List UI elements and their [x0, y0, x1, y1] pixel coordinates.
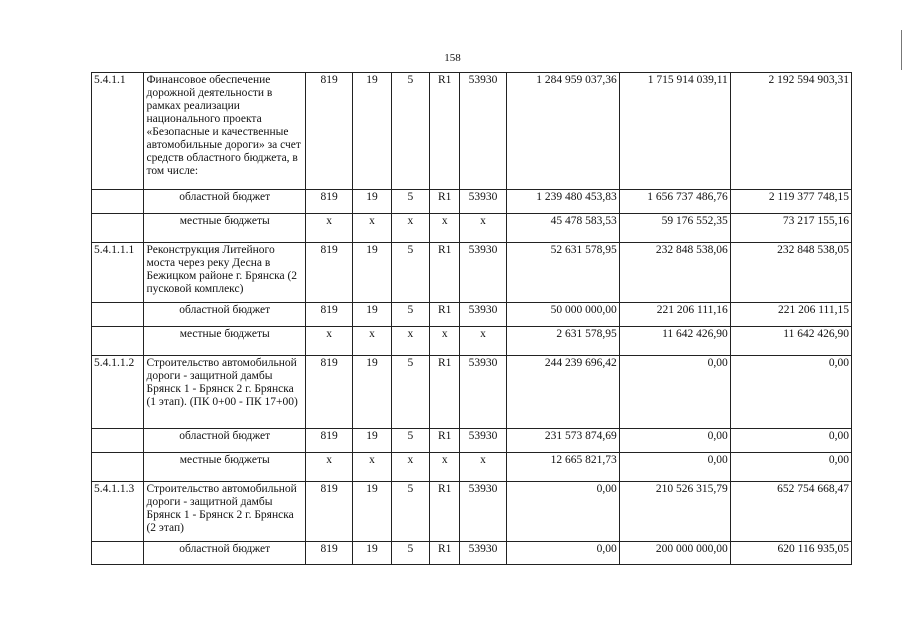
- cell-cs1: R1: [430, 190, 460, 214]
- cell-pr: 5: [391, 482, 429, 542]
- cell-rz: 19: [353, 243, 391, 303]
- cell-code: [92, 214, 144, 243]
- cell-cs2: x: [460, 327, 506, 356]
- cell-cs1: x: [430, 453, 460, 482]
- cell-name: Строительство автомобильной дороги - защитной дамбы Брянск 1 - Брянск 2 г. Брянска (2 этап): [144, 482, 305, 542]
- cell-name: областной бюджет: [144, 303, 305, 327]
- cell-y3: 0,00: [730, 356, 851, 429]
- cell-grbs: 819: [305, 243, 352, 303]
- table-row: [92, 453, 852, 482]
- cell-cs1: R1: [430, 542, 460, 565]
- cell-y2: 200 000 000,00: [619, 542, 730, 565]
- table-row: [92, 327, 852, 356]
- table-row: [92, 482, 852, 542]
- cell-code: [92, 303, 144, 327]
- budget-table: [91, 72, 852, 565]
- cell-cs2: x: [460, 453, 506, 482]
- cell-code: [92, 327, 144, 356]
- cell-code: 5.4.1.1: [92, 73, 144, 190]
- cell-y1: 50 000 000,00: [506, 303, 619, 327]
- cell-pr: 5: [391, 429, 429, 453]
- cell-rz: 19: [353, 542, 391, 565]
- cell-y2: 210 526 315,79: [619, 482, 730, 542]
- cell-cs2: 53930: [460, 73, 506, 190]
- cell-name: местные бюджеты: [144, 214, 305, 243]
- cell-cs2: 53930: [460, 542, 506, 565]
- cell-cs2: 53930: [460, 482, 506, 542]
- cell-y3: 2 192 594 903,31: [730, 73, 851, 190]
- cell-pr: 5: [391, 243, 429, 303]
- cell-name: местные бюджеты: [144, 327, 305, 356]
- cell-rz: 19: [353, 303, 391, 327]
- cell-y2: 59 176 552,35: [619, 214, 730, 243]
- cell-code: [92, 190, 144, 214]
- cell-rz: 19: [353, 190, 391, 214]
- cell-rz: x: [353, 453, 391, 482]
- cell-cs1: x: [430, 214, 460, 243]
- cell-y1: 0,00: [506, 482, 619, 542]
- cell-rz: x: [353, 327, 391, 356]
- cell-y1: 52 631 578,95: [506, 243, 619, 303]
- table-row: [92, 214, 852, 243]
- cell-cs1: R1: [430, 429, 460, 453]
- cell-name: областной бюджет: [144, 542, 305, 565]
- cell-y2: 232 848 538,06: [619, 243, 730, 303]
- cell-cs2: 53930: [460, 429, 506, 453]
- cell-pr: x: [391, 453, 429, 482]
- cell-y1: 231 573 874,69: [506, 429, 619, 453]
- cell-code: [92, 429, 144, 453]
- cell-cs1: x: [430, 327, 460, 356]
- cell-pr: x: [391, 214, 429, 243]
- cell-grbs: 819: [305, 190, 352, 214]
- cell-grbs: 819: [305, 482, 352, 542]
- cell-name: Финансовое обеспечение дорожной деятельности в рамках реализации национального проекта «Безопасные и качественные автомобильные дороги» за счет средств областного бюджета, в том числе:: [144, 73, 305, 190]
- cell-y2: 0,00: [619, 356, 730, 429]
- cell-cs2: 53930: [460, 303, 506, 327]
- table-row: [92, 356, 852, 429]
- cell-grbs: 819: [305, 303, 352, 327]
- cell-cs2: x: [460, 214, 506, 243]
- budget-table-body: [92, 73, 852, 565]
- cell-grbs: 819: [305, 356, 352, 429]
- cell-y1: 0,00: [506, 542, 619, 565]
- cell-cs1: R1: [430, 482, 460, 542]
- cell-y2: 1 715 914 039,11: [619, 73, 730, 190]
- cell-y1: 12 665 821,73: [506, 453, 619, 482]
- cell-y3: 620 116 935,05: [730, 542, 851, 565]
- cell-y1: 45 478 583,53: [506, 214, 619, 243]
- cell-name: Строительство автомобильной дороги - защитной дамбы Брянск 1 - Брянск 2 г. Брянска (1 этап). (ПК 0+00 - ПК 17+00): [144, 356, 305, 429]
- cell-grbs: x: [305, 453, 352, 482]
- cell-name: областной бюджет: [144, 429, 305, 453]
- cell-rz: 19: [353, 429, 391, 453]
- cell-cs1: R1: [430, 243, 460, 303]
- table-row: [92, 303, 852, 327]
- cell-grbs: x: [305, 327, 352, 356]
- cell-pr: 5: [391, 303, 429, 327]
- cell-pr: x: [391, 327, 429, 356]
- cell-cs2: 53930: [460, 190, 506, 214]
- cell-pr: 5: [391, 73, 429, 190]
- cell-code: 5.4.1.1.2: [92, 356, 144, 429]
- cell-y2: 1 656 737 486,76: [619, 190, 730, 214]
- page-number: 158: [444, 52, 461, 64]
- cell-code: [92, 453, 144, 482]
- cell-code: [92, 542, 144, 565]
- cell-y3: 652 754 668,47: [730, 482, 851, 542]
- cell-y3: 0,00: [730, 429, 851, 453]
- cell-cs2: 53930: [460, 356, 506, 429]
- cell-y1: 1 239 480 453,83: [506, 190, 619, 214]
- cell-y3: 232 848 538,05: [730, 243, 851, 303]
- cell-y2: 221 206 111,16: [619, 303, 730, 327]
- cell-y1: 1 284 959 037,36: [506, 73, 619, 190]
- cell-code: 5.4.1.1.1: [92, 243, 144, 303]
- cell-rz: 19: [353, 356, 391, 429]
- cell-pr: 5: [391, 190, 429, 214]
- cell-pr: 5: [391, 356, 429, 429]
- cell-grbs: x: [305, 214, 352, 243]
- cell-grbs: 819: [305, 542, 352, 565]
- cell-name: Реконструкция Литейного моста через реку Десна в Бежицком районе г. Брянска (2 пусковой комплекс): [144, 243, 305, 303]
- cell-rz: x: [353, 214, 391, 243]
- cell-y3: 11 642 426,90: [730, 327, 851, 356]
- cell-y2: 0,00: [619, 429, 730, 453]
- cell-rz: 19: [353, 73, 391, 190]
- cell-name: местные бюджеты: [144, 453, 305, 482]
- table-row: [92, 73, 852, 190]
- cell-y1: 2 631 578,95: [506, 327, 619, 356]
- cell-name: областной бюджет: [144, 190, 305, 214]
- cell-y2: 11 642 426,90: [619, 327, 730, 356]
- cell-y3: 221 206 111,15: [730, 303, 851, 327]
- cell-cs1: R1: [430, 356, 460, 429]
- cell-cs1: R1: [430, 303, 460, 327]
- cell-code: 5.4.1.1.3: [92, 482, 144, 542]
- table-row: [92, 243, 852, 303]
- table-row: [92, 542, 852, 565]
- table-row: [92, 190, 852, 214]
- cell-rz: 19: [353, 482, 391, 542]
- table-row: [92, 429, 852, 453]
- cell-pr: 5: [391, 542, 429, 565]
- cell-grbs: 819: [305, 73, 352, 190]
- cell-y3: 73 217 155,16: [730, 214, 851, 243]
- cell-grbs: 819: [305, 429, 352, 453]
- cell-y2: 0,00: [619, 453, 730, 482]
- cell-cs1: R1: [430, 73, 460, 190]
- cell-cs2: 53930: [460, 243, 506, 303]
- page-edge-line: [901, 30, 902, 70]
- cell-y3: 0,00: [730, 453, 851, 482]
- cell-y1: 244 239 696,42: [506, 356, 619, 429]
- cell-y3: 2 119 377 748,15: [730, 190, 851, 214]
